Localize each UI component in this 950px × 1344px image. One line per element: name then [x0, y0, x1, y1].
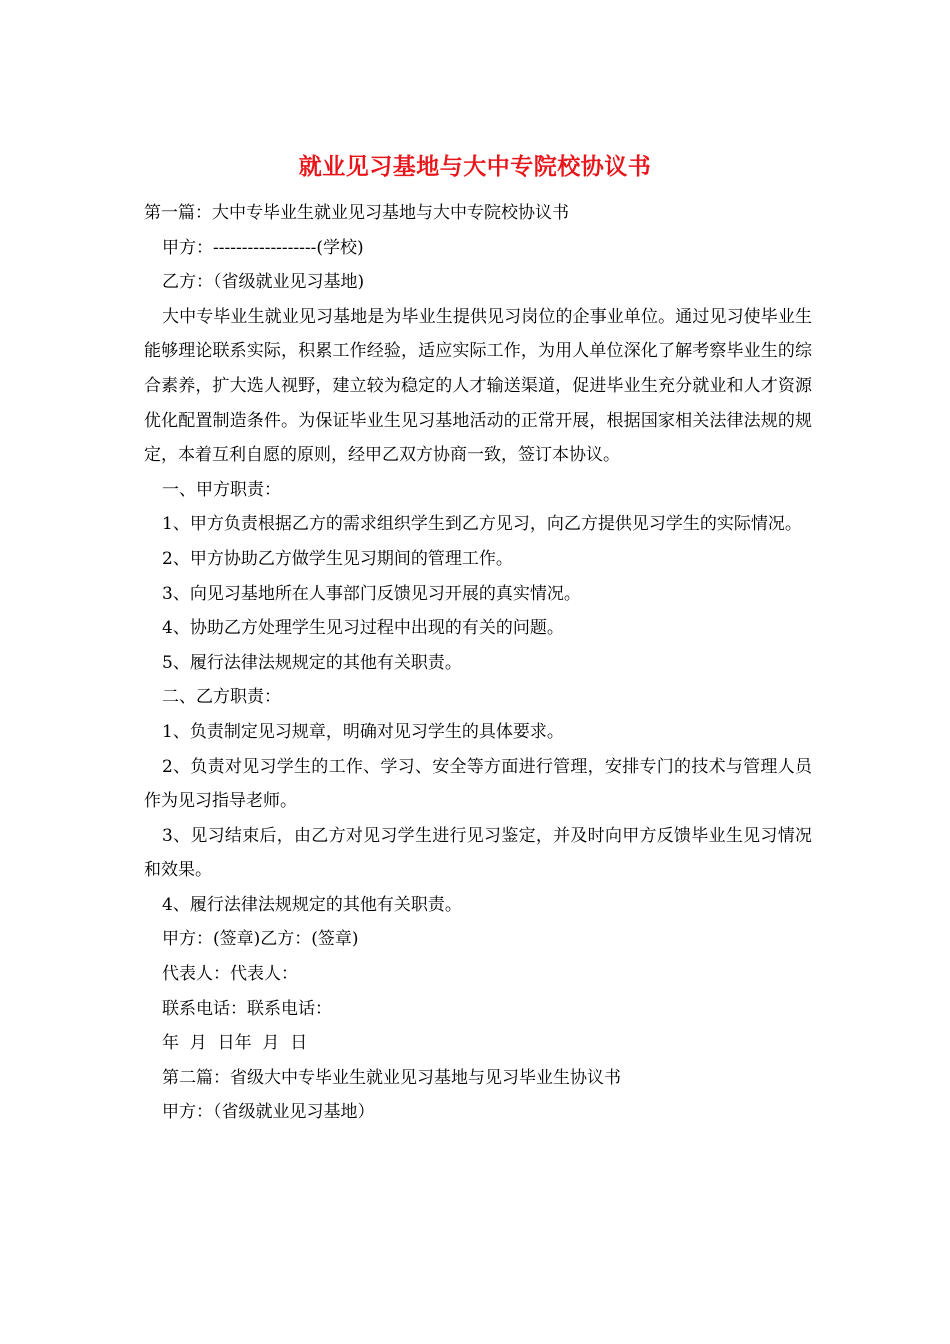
party-a-duty-item: 3、向见习基地所在人事部门反馈见习开展的真实情况。: [162, 583, 581, 604]
paragraph-part-two-heading: 第二篇：省级大中专毕业生就业见习基地与见习毕业生协议书: [162, 1067, 621, 1088]
paragraph-party-a: 甲方：------------------(学校): [162, 237, 364, 258]
party-b-duty-item: 1、负责制定见习规章，明确对见习学生的具体要求。: [162, 721, 564, 742]
document-title: 就业见习基地与大中专院校协议书: [298, 153, 652, 180]
party-a-duty-item: 4、协助乙方处理学生见习过程中出现的有关的问题。: [162, 618, 564, 639]
paragraph-party-b: 乙方：（省级就业见习基地): [162, 272, 365, 293]
section-heading-party-b-duties: 二、乙方职责：: [162, 687, 281, 708]
paragraph-intro: 大中专毕业生就业见习基地是为毕业生提供见习岗位的企事业单位。通过见习使毕业生能够理论联系实际，积累工作经验，适应实际工作，为用人单位深化了解考察毕业生的综合素养，扩大选人视野，建立较为稳定的人才输送渠道，促进毕业生充分就业和人才资源优化配置制造条件。为保证毕业生见习基地活动的正常开展，根据国家相关法律法规的规定，本着互利自愿的原则，经甲乙双方协商一致，签订本协议。: [144, 306, 812, 466]
paragraph-part-one-heading: 第一篇：大中专毕业生就业见习基地与大中专院校协议书: [144, 203, 569, 223]
document-body: [144, 196, 812, 1130]
party-b-duty-item: 4、履行法律法规规定的其他有关职责。: [162, 894, 462, 915]
party-a-duty-item: 5、履行法律法规规定的其他有关职责。: [162, 652, 462, 673]
date-line: 年 月 日年 月 日: [162, 1033, 308, 1054]
section-heading-party-a-duties: 一、甲方职责：: [162, 479, 281, 500]
phone-line: 联系电话：联系电话：: [162, 998, 332, 1019]
party-a-duty-item: 2、甲方协助乙方做学生见习期间的管理工作。: [162, 548, 513, 569]
party-a-duty-item: 1、甲方负责根据乙方的需求组织学生到乙方见习，向乙方提供见习学生的实际情况。: [162, 514, 802, 535]
signature-line: 甲方：(签章)乙方：(签章): [162, 929, 359, 950]
paragraph-part-two-party-a: 甲方：（省级就业见习基地）: [162, 1102, 375, 1123]
representative-line: 代表人：代表人：: [162, 964, 298, 985]
party-b-duty-item: 2、负责对见习学生的工作、学习、安全等方面进行管理，安排专门的技术与管理人员作为见习指导老师。: [144, 756, 812, 812]
party-b-duty-item: 3、见习结束后，由乙方对见习学生进行见习鉴定，并及时向甲方反馈毕业生见习情况和效果。: [144, 825, 812, 881]
